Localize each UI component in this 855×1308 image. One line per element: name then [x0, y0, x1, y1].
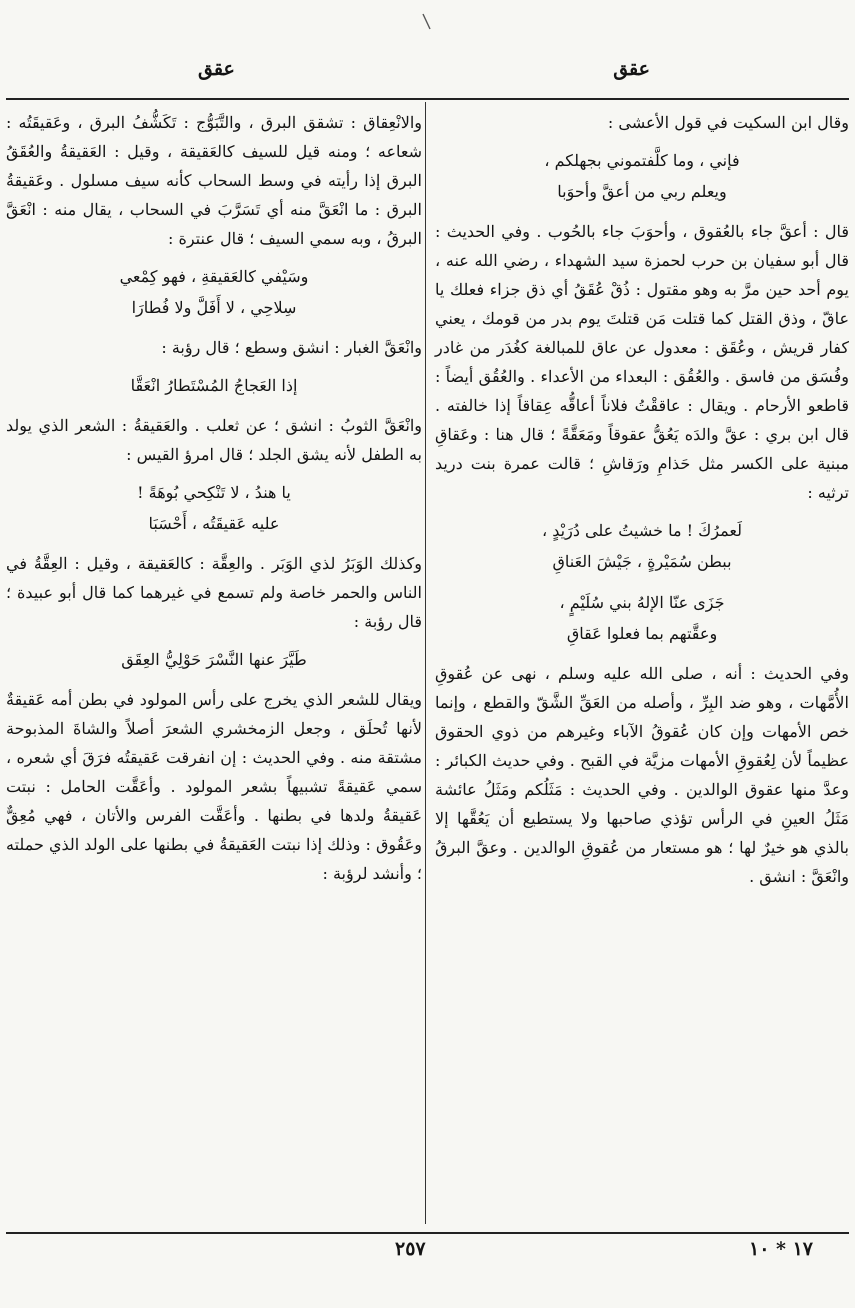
verse — [435, 145, 849, 207]
paragraph: وفي الحديث : أنه ، صلى الله عليه وسلم ، نهى عن عُقوقِ الأُمَّهات ، وهو ضد البِرِّ ، وأصله من العَقِّ الشَّقّ والقطع ، وإنما خص الأمهات وإن كان عُقوقُ الآباء وغيرهم من ذوي الحقوق عظيماً لأن لِعُقوقِ الأمهات مزيَّة في القبح . وفي حديث الكبائر : وعدَّ منها عقوق الوالدين . وفي الحديث : مَثَلُكم ومَثَلُ عائشة مَثَلُ العينِ في الرأس تؤذي صاحبها ولا يستطيع أن يَعُقَّها إلا بالذي هو خيرٌ لها ؛ هو مستعار من عُقوقِ الوالدين . وعقَّ البرقُ وانْعَقَّ : انشق . — [435, 664, 849, 886]
header-rule — [6, 98, 849, 100]
verse — [6, 261, 422, 323]
verse — [435, 587, 849, 649]
scan-mark — [420, 12, 434, 32]
verse — [435, 515, 849, 577]
verse-line: عليه عَقيقَتُه ، أَحْسَبَا — [148, 514, 280, 533]
running-header-left: عقق — [198, 58, 235, 80]
paragraph: وقال ابن السكيت في قول الأعشى : — [607, 113, 849, 132]
column-divider — [425, 102, 426, 1224]
paragraph: والانْعِقاق : تشقق البرق ، والتَّبَوُّج : تَكَشُّفُ البرق ، وعَقيقَتُه : شعاعه ؛ ومنه قيل للسيف كالعَقيقة ، وقيل : العَقيقةُ والعُقَقُ البرق إذا رأيته في وسط السحاب كأنه سيف مسلول . وعَقيقةُ البرق : ما انْعَقَّ منه أي تَسَرَّبَ في السحاب ، يقال منه : انْعَقَّ البرقُ ، وبه سمي السيف ؛ قال عنترة : — [6, 113, 422, 248]
paragraph: وانْعَقَّ الغبار : انشق وسطع ؛ قال رؤبة : — [161, 338, 422, 357]
verse-line: لَعمرُكَ ! ما خشيتُ على دُرَيْدٍ ، — [542, 521, 742, 540]
verse-line: طَيَّرَ عنها النَّسْرَ حَوْلِيُّ العِقَق — [121, 650, 307, 669]
verse — [6, 370, 422, 401]
verse — [6, 477, 422, 539]
verse-line: فإني ، وما كلَّفتموني بجهلكم ، — [544, 151, 740, 170]
verse-line: يا هندُ ، لا تَنْكِحي بُوهَةً ! — [137, 483, 291, 502]
verse-line: سِلاحِي ، لا أَفَلَّ ولا فُطارَا — [131, 298, 297, 317]
page-number: ٢٥٧ — [395, 1238, 426, 1260]
paragraph: وانْعَقَّ الثوبُ : انشق ؛ عن ثعلب . والعَقيقةُ : الشعر الذي يولد به الطفل لأنه يشق الجلد ؛ قال امرؤ القيس : — [6, 416, 422, 464]
verse-line: ويعلم ربي من أعقَّ وأحوَبا — [557, 182, 727, 201]
verse-line: وسَيْفي كالعَقيقةِ ، فهو كِمْعي — [119, 267, 309, 286]
verse-line: وعقَّتهم بما فعلوا عَقاقِ — [566, 624, 718, 643]
paragraph: وكذلك الوَبَرُ لذي الوَبَر . والعِقَّة : كالعَقيقة ، وقيل : العِقَّةُ في الناس والحمر خاصة ولم تسمع في غيرهما كما قال أبو عبيدة ؛ قال رؤبة : — [6, 554, 422, 631]
running-header-right: عقق — [613, 58, 650, 80]
paragraph: قال : أعقَّ جاء بالعُقوق ، وأحوَبَ جاء بالحُوب . وفي الحديث : قال أبو سفيان بن حرب لحمزة سيد الشهداء ، رضي الله عنه ، يوم أحد حين مرَّ به وهو مقتول : ذُقْ عُقَقُ أي ذق جزاء فعلك يا عاقّ ، وذق القتل كما قتلت مَن قتلتَ يوم بدر من قومك ، يعني كفار قريش ، وعُقَق : معدول عن عاق للمبالغة كغُدَر من غادر وفُسَق من فاسق . والعُقُق : البعداء من الأعداء . والعُقُق أيضاً : قاطعو الأرحام . ويقال : عاققْتُ فلاناً أعاقُّه عِقاقاً إذا خالفته . قال ابن بري : عقَّ والدَه يَعُقُّ عقوقاً ومَعَقَّةً ؛ قال هنا : وعَقاقِ مبنية على الكسر مثل حَذامِ ورَقاشِ ؛ قالت عمرة بنت دريد ترثيه : — [435, 222, 850, 502]
paragraph: ويقال للشعر الذي يخرج على رأس المولود في بطن أمه عَقيقةٌ لأنها تُحلَق ، وجعل الزمخشري الشعرَ أصلاً والشاةَ المذبوحة مشتقة منه . وفي الحديث : إن انفرقت عَقيقتُه فرَقَ أي شعره ، سمي عَقيقةً تشبيهاً بشعر المولود . وأعَقَّت الحامل : نبتت عَقيقةُ ولدها في بطنها . وأعَقَّت الفرس والأتان ، فهي مُعِقٌّ وعَقُوق : وذلك إذا نبتت العَقيقةُ في بطنها على الولد الذي حملته ؛ وأنشد لرؤبة : — [6, 690, 422, 883]
footer-rule — [6, 1232, 849, 1234]
right-column — [435, 108, 849, 891]
verse-line: ببطن سُمَيْرةٍ ، جَيْشَ العَناقِ — [552, 552, 732, 571]
left-column — [6, 108, 422, 888]
signature-mark: ١٧ * ١٠ — [748, 1238, 813, 1260]
verse — [6, 644, 422, 675]
verse-line: جَزَى عنّا الإلهُ بني سُلَيْمٍ ، — [559, 593, 725, 612]
verse-line: إذا العَجاجُ المُسْتَطارُ انْعَقَّا — [130, 376, 298, 395]
